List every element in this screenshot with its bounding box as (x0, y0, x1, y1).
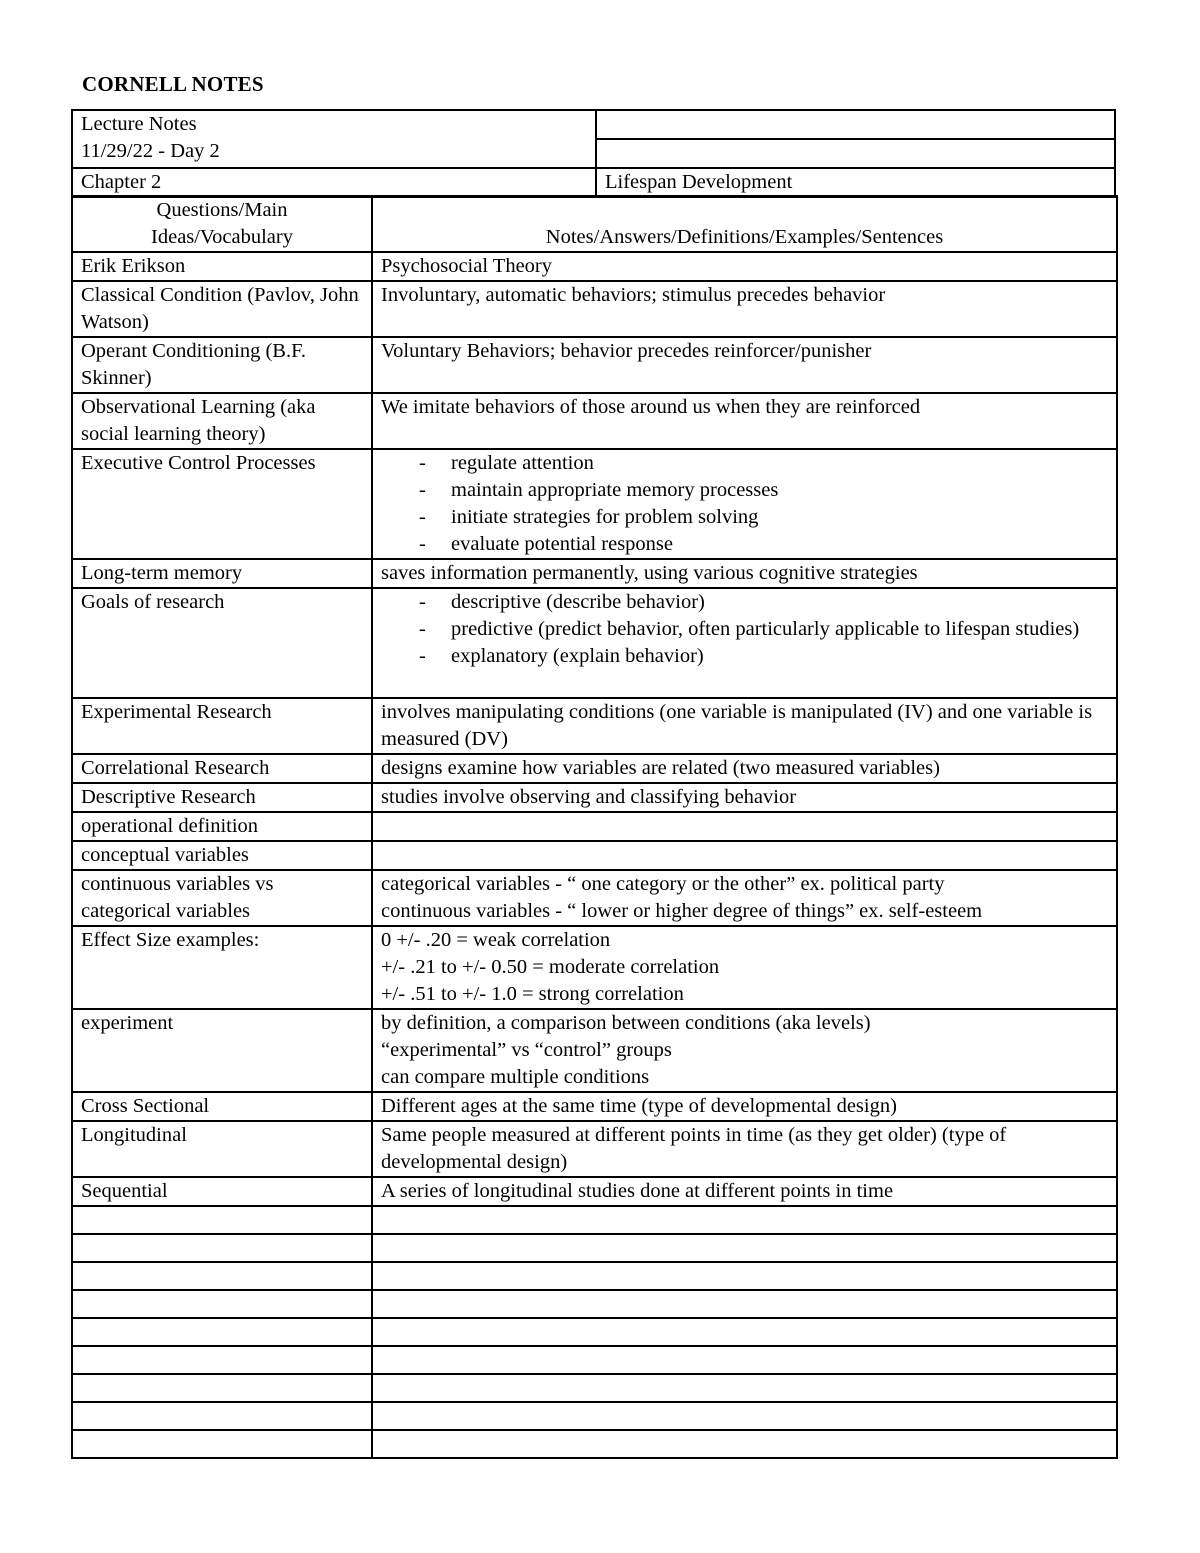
blank-note-cell (372, 1234, 1117, 1262)
lecture-info-cell (72, 110, 596, 168)
term-cell: Longitudinal (72, 1121, 372, 1177)
table-row (72, 1009, 1117, 1092)
table-row (72, 841, 1117, 870)
list-item: - explanatory (explain behavior) (419, 643, 1108, 670)
blank-note-cell (372, 1346, 1117, 1374)
blank-row (72, 1318, 1117, 1346)
table-row (72, 783, 1117, 812)
blank-term-cell (72, 1346, 372, 1374)
blank-row (72, 1290, 1117, 1318)
term-cell: Classical Condition (Pavlov, John Watson) (72, 281, 372, 337)
lecture-date: 11/29/22 - Day 2 (81, 140, 220, 162)
term-cell: continuous variables vs categorical variables (72, 870, 372, 926)
blank-row (72, 1234, 1117, 1262)
note-cell: by definition, a comparison between conditions (aka levels) “experimental” vs “control” groups can compare multiple conditions (372, 1009, 1117, 1092)
list-item: - regulate attention (419, 450, 1108, 477)
note-cell: Voluntary Behaviors; behavior precedes reinforcer/punisher (372, 337, 1117, 393)
term-cell: Operant Conditioning (B.F. Skinner) (72, 337, 372, 393)
table-row (72, 870, 1117, 926)
note-cell: Involuntary, automatic behaviors; stimulus precedes behavior (372, 281, 1117, 337)
note-cell: Different ages at the same time (type of developmental design) (372, 1092, 1117, 1121)
note-cell: 0 +/- .20 = weak correlation +/- .21 to +/- 0.50 = moderate correlation +/- .51 to +/- 1.0 = strong correlation (372, 926, 1117, 1009)
table-row (72, 812, 1117, 841)
term-cell: experiment (72, 1009, 372, 1092)
table-row (72, 252, 1117, 281)
table-row (72, 698, 1117, 754)
blank-term-cell (72, 1206, 372, 1234)
note-cell: Same people measured at different points in time (as they get older) (type of developmental design) (372, 1121, 1117, 1177)
document-title: CORNELL NOTES (82, 72, 264, 96)
note-cell: designs examine how variables are related (two measured variables) (372, 754, 1117, 783)
table-row (72, 926, 1117, 1009)
lecture-label: Lecture Notes (81, 113, 197, 135)
blank-note-cell (372, 1290, 1117, 1318)
term-cell: Descriptive Research (72, 783, 372, 812)
note-cell: studies involve observing and classifying behavior (372, 783, 1117, 812)
note-cell: We imitate behaviors of those around us when they are reinforced (372, 393, 1117, 449)
questions-column-header: Questions/Main Ideas/Vocabulary (72, 196, 372, 252)
blank-term-cell (72, 1318, 372, 1346)
term-cell: Effect Size examples: (72, 926, 372, 1009)
note-cell: categorical variables - “ one category or the other” ex. political party continuous variables - “ lower or higher degree of things” ex. self-esteem (372, 870, 1117, 926)
notes-table (71, 195, 1118, 1459)
term-cell: conceptual variables (72, 841, 372, 870)
blank-row (72, 1346, 1117, 1374)
list-item: - predictive (predict behavior, often particularly applicable to lifespan studies) (419, 616, 1108, 643)
term-cell: Observational Learning (aka social learning theory) (72, 393, 372, 449)
list-item: - descriptive (describe behavior) (419, 589, 1108, 616)
blank-note-cell (372, 1374, 1117, 1402)
blank-row (72, 1374, 1117, 1402)
table-row (72, 1092, 1117, 1121)
blank-note-cell (372, 1262, 1117, 1290)
term-cell: Erik Erikson (72, 252, 372, 281)
note-cell (372, 449, 1117, 559)
table-row (72, 1121, 1117, 1177)
note-cell (372, 841, 1117, 870)
list-item: - initiate strategies for problem solving (419, 504, 1108, 531)
term-cell: Correlational Research (72, 754, 372, 783)
note-cell: A series of longitudinal studies done at different points in time (372, 1177, 1117, 1206)
note-cell (372, 812, 1117, 841)
table-row (72, 281, 1117, 337)
table-row (72, 1177, 1117, 1206)
table-row (72, 393, 1117, 449)
note-cell: Psychosocial Theory (372, 252, 1117, 281)
list-item: - evaluate potential response (419, 531, 1108, 558)
term-cell: operational definition (72, 812, 372, 841)
blank-term-cell (72, 1430, 372, 1458)
term-cell: Goals of research (72, 588, 372, 698)
note-cell: saves information permanently, using various cognitive strategies (372, 559, 1117, 588)
bullet-list (381, 589, 1108, 670)
term-cell: Long-term memory (72, 559, 372, 588)
note-cell: involves manipulating conditions (one variable is manipulated (IV) and one variable is measured (DV) (372, 698, 1117, 754)
table-row (72, 754, 1117, 783)
blank-term-cell (72, 1234, 372, 1262)
blank-note-cell (372, 1318, 1117, 1346)
note-cell (372, 588, 1117, 698)
chapter-cell: Chapter 2 (72, 168, 596, 197)
blank-row (72, 1430, 1117, 1458)
blank-row (72, 1262, 1117, 1290)
term-cell: Cross Sectional (72, 1092, 372, 1121)
bullet-list (381, 450, 1108, 558)
blank-row (72, 1206, 1117, 1234)
notes-column-header: Notes/Answers/Definitions/Examples/Sentences (372, 196, 1117, 252)
column-header-row (72, 196, 1117, 252)
blank-note-cell (372, 1402, 1117, 1430)
subject-cell: Lifespan Development (596, 168, 1115, 197)
header-blank-cell-1 (596, 110, 1115, 139)
blank-term-cell (72, 1374, 372, 1402)
term-cell: Executive Control Processes (72, 449, 372, 559)
table-row (72, 337, 1117, 393)
blank-term-cell (72, 1262, 372, 1290)
blank-term-cell (72, 1290, 372, 1318)
table-row (72, 449, 1117, 559)
header-blank-cell-2 (596, 139, 1115, 168)
blank-note-cell (372, 1430, 1117, 1458)
term-cell: Sequential (72, 1177, 372, 1206)
blank-row (72, 1402, 1117, 1430)
blank-note-cell (372, 1206, 1117, 1234)
table-row (72, 559, 1117, 588)
header-table (71, 109, 1116, 198)
blank-term-cell (72, 1402, 372, 1430)
term-cell: Experimental Research (72, 698, 372, 754)
table-row (72, 588, 1117, 698)
list-item: - maintain appropriate memory processes (419, 477, 1108, 504)
